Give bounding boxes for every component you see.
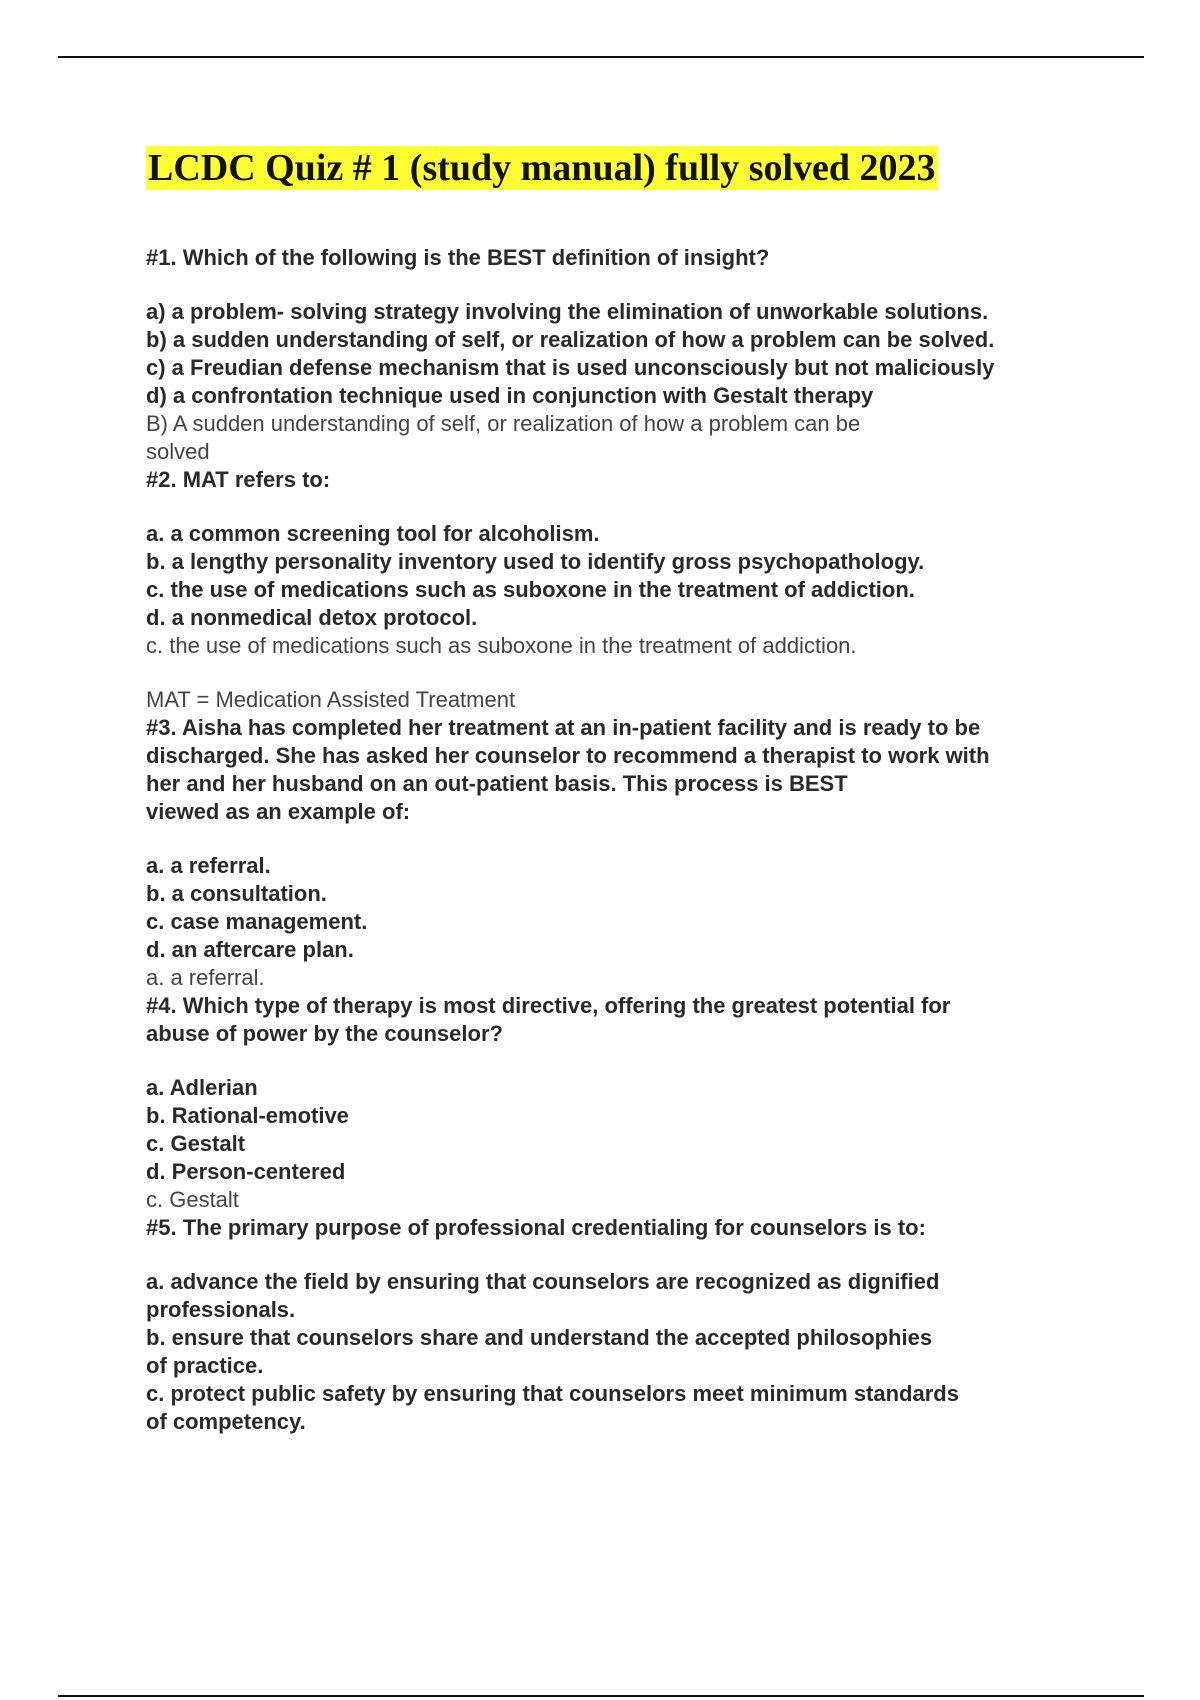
option-a: a. Adlerian xyxy=(146,1075,258,1100)
top-rule xyxy=(58,56,1144,58)
option-b: b. a consultation. xyxy=(146,881,327,906)
question-text: #1. Which of the following is the BEST definition of insight? xyxy=(146,245,770,270)
answer-line: B) A sudden understanding of self, or realization of how a problem can be xyxy=(146,411,861,436)
quiz-content xyxy=(146,244,1146,1436)
option-b: b. ensure that counselors share and understand the accepted philosophies xyxy=(146,1325,933,1350)
question-text: her and her husband on an out-patient basis. This process is BEST xyxy=(146,771,848,796)
question-text: #4. Which type of therapy is most directive, offering the greatest potential for xyxy=(146,993,951,1018)
option-c: c. the use of medications such as suboxone in the treatment of addiction. xyxy=(146,577,915,602)
question-4 xyxy=(146,992,1146,1214)
question-3 xyxy=(146,714,1146,992)
question-1 xyxy=(146,244,1146,466)
question-text: #2. MAT refers to: xyxy=(146,467,331,492)
answer-note: MAT = Medication Assisted Treatment xyxy=(146,687,516,712)
option-b: b. a lengthy personality inventory used to identify gross psychopathology. xyxy=(146,549,925,574)
option-a: a. a common screening tool for alcoholism. xyxy=(146,521,600,546)
question-text: viewed as an example of: xyxy=(146,799,411,824)
option-b: b. Rational-emotive xyxy=(146,1103,349,1128)
answer-line: c. Gestalt xyxy=(146,1187,239,1212)
option-d: d. an aftercare plan. xyxy=(146,937,354,962)
question-text: #5. The primary purpose of professional credentialing for counselors is to: xyxy=(146,1215,926,1240)
option-d: d. a nonmedical detox protocol. xyxy=(146,605,478,630)
option-c: c. Gestalt xyxy=(146,1131,246,1156)
bottom-rule xyxy=(58,1695,1144,1697)
option-d: d. Person-centered xyxy=(146,1159,346,1184)
option-d: d) a confrontation technique used in conjunction with Gestalt therapy xyxy=(146,383,874,408)
option-c: c) a Freudian defense mechanism that is used unconsciously but not maliciously xyxy=(146,355,995,380)
option-b: b) a sudden understanding of self, or realization of how a problem can be solved. xyxy=(146,327,995,352)
answer-line: a. a referral. xyxy=(146,965,265,990)
question-5 xyxy=(146,1214,1146,1436)
option-c: c. case management. xyxy=(146,909,368,934)
document-title: LCDC Quiz # 1 (study manual) fully solved 2023 xyxy=(148,147,936,189)
question-text: #3. Aisha has completed her treatment at an in-patient facility and is ready to be xyxy=(146,715,981,740)
option-a: a) a problem- solving strategy involving the elimination of unworkable solutions. xyxy=(146,299,989,324)
option-a-continued: professionals. xyxy=(146,1297,296,1322)
answer-line: c. the use of medications such as suboxone in the treatment of addiction. xyxy=(146,633,857,658)
option-a: a. advance the field by ensuring that counselors are recognized as dignified xyxy=(146,1269,940,1294)
option-c-continued: of competency. xyxy=(146,1409,306,1434)
question-2 xyxy=(146,466,1146,714)
option-b-continued: of practice. xyxy=(146,1353,264,1378)
question-text: abuse of power by the counselor? xyxy=(146,1021,503,1046)
option-c: c. protect public safety by ensuring that counselors meet minimum standards xyxy=(146,1381,959,1406)
question-text: discharged. She has asked her counselor to recommend a therapist to work with xyxy=(146,743,990,768)
option-a: a. a referral. xyxy=(146,853,271,878)
answer-line: solved xyxy=(146,439,210,464)
